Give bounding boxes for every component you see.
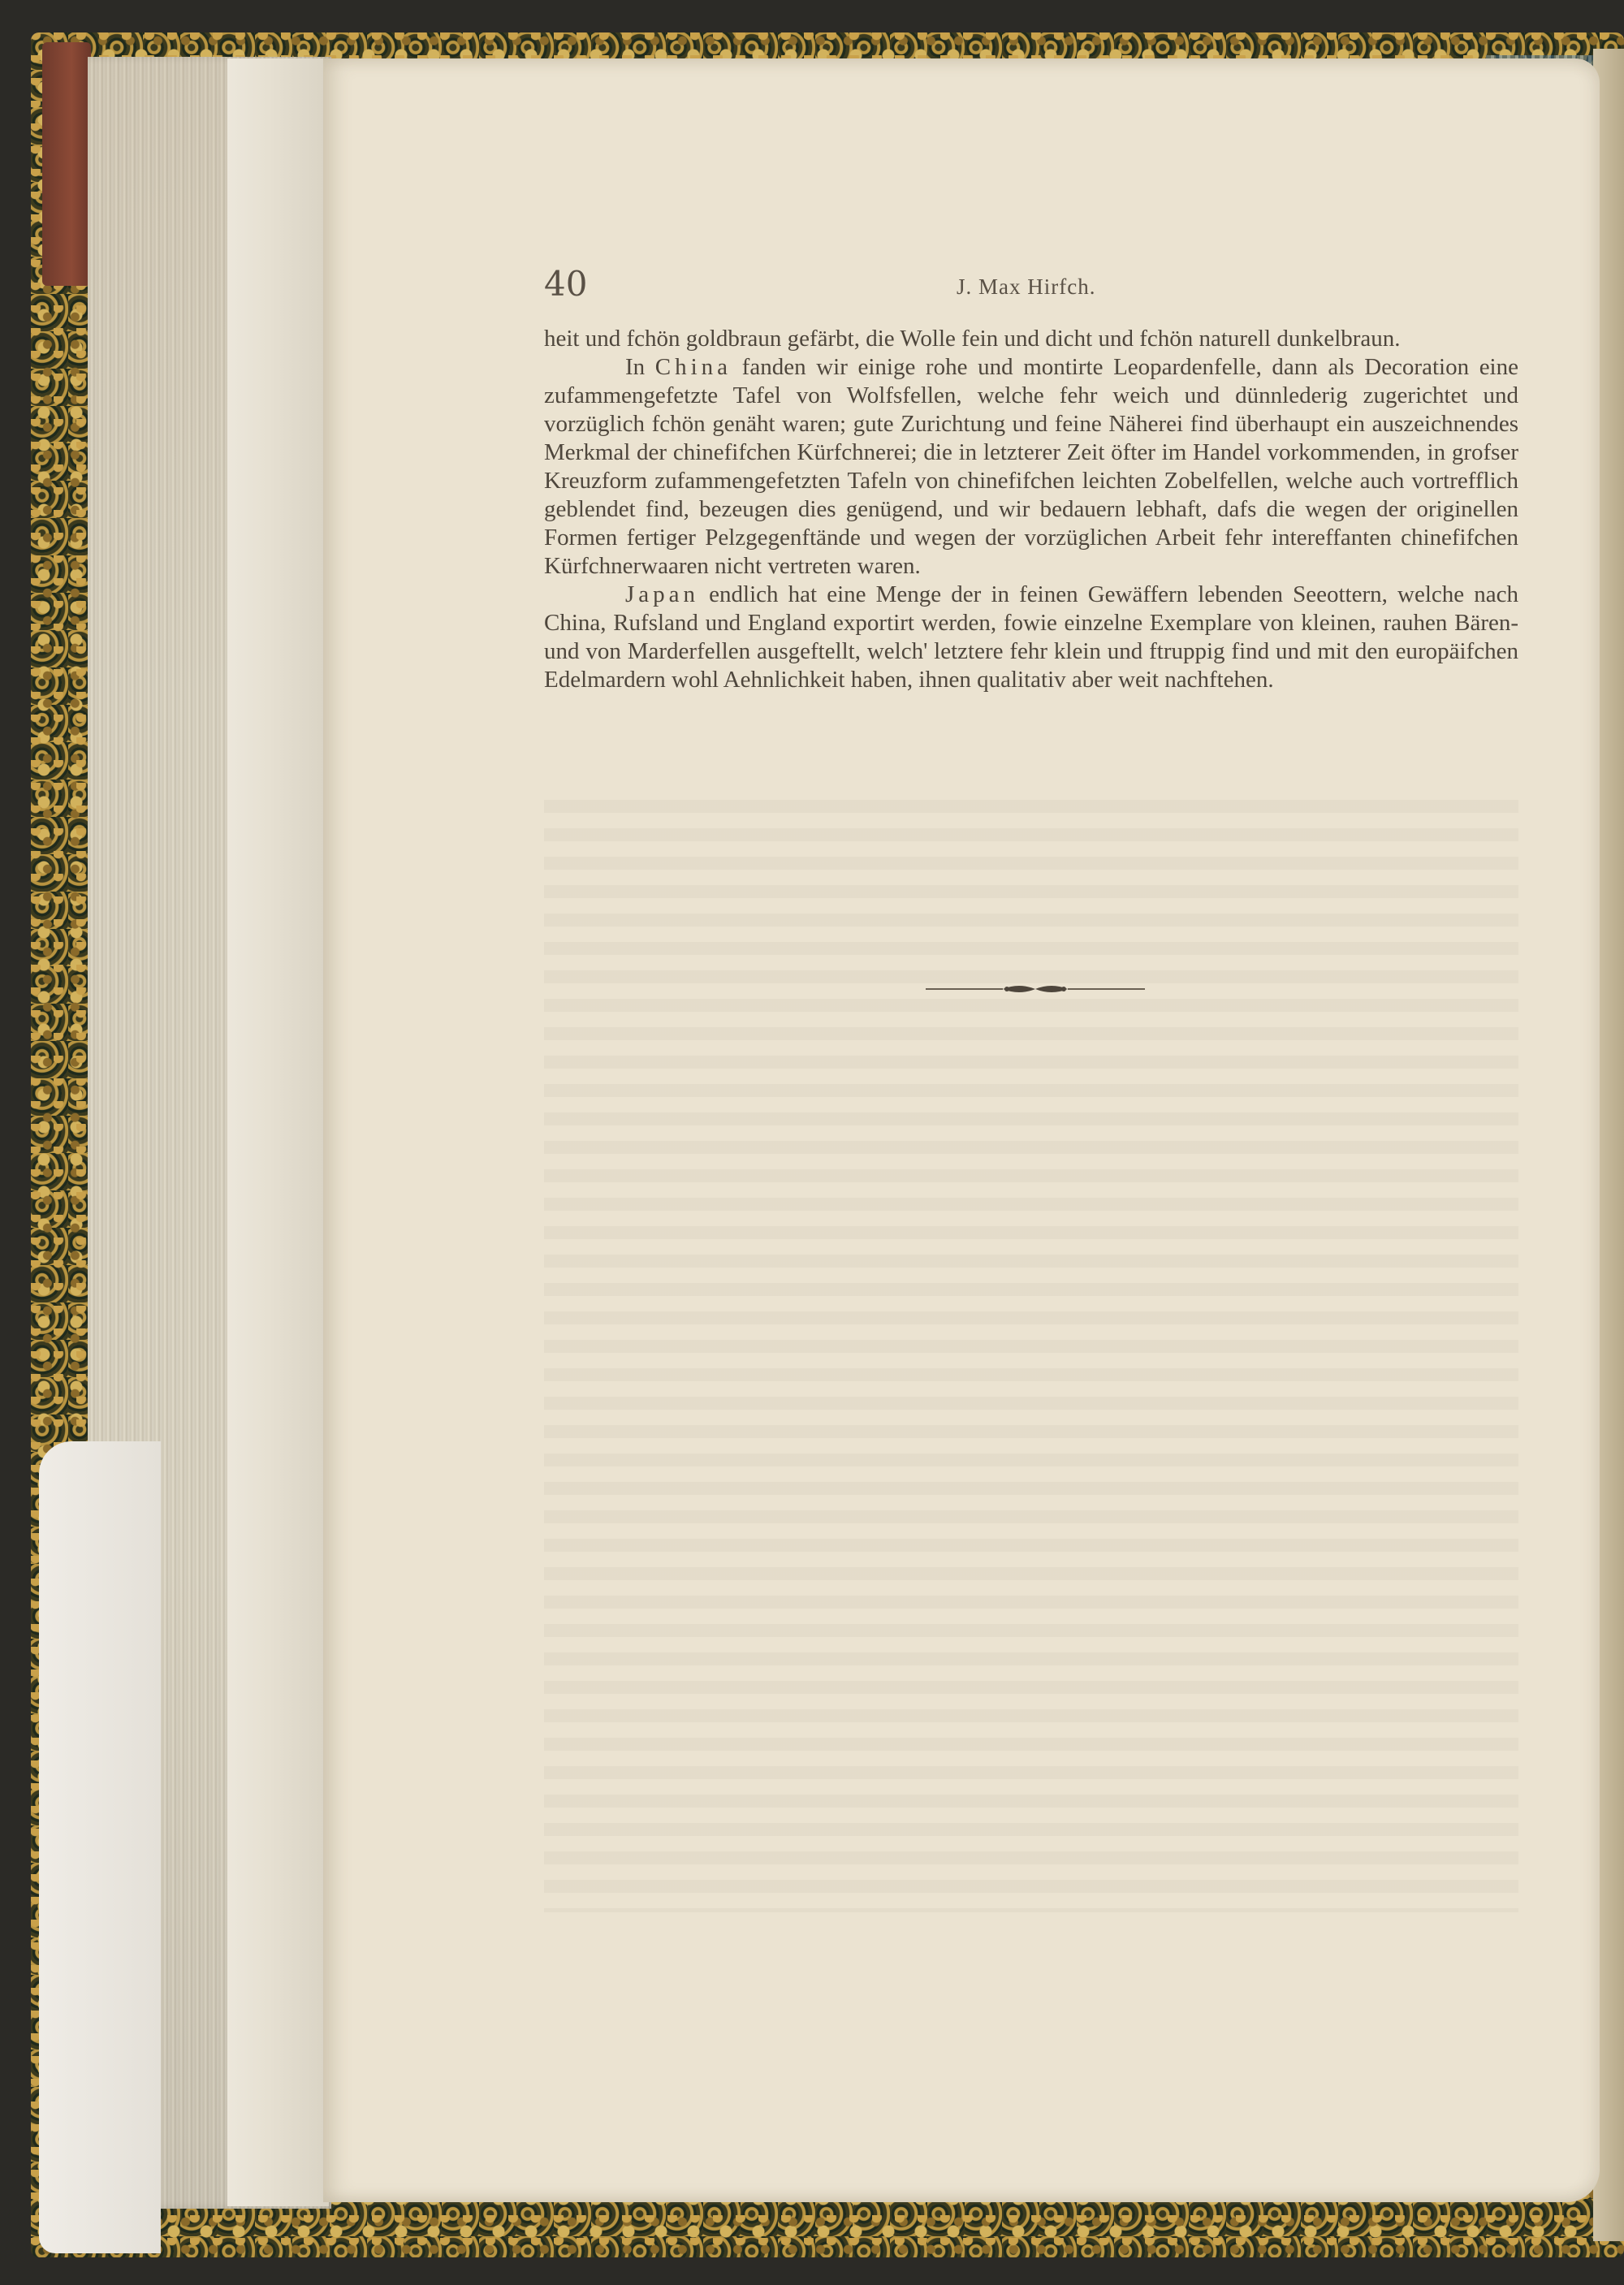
end-ornament — [926, 981, 1145, 997]
paper-slip — [39, 1441, 161, 2253]
paragraph-text: heit und fchön goldbraun gefärbt, die Wolle fein und dicht und fchön naturell dunkelbraun. — [544, 326, 1401, 352]
paragraph-text: In — [625, 354, 655, 380]
paragraph — [544, 325, 1518, 353]
red-spine-corner — [42, 42, 91, 286]
paragraph-text: endlich hat eine Menge der in feinen Gewäffern lebenden Seeottern, welche nach China, Rufsland und England exportirt werden, fowie einzelne Exemplare von kleinen, rauhen Bären- und von Marderfellen ausgeftellt, welch' letztere fehr klein und ftruppig find und mit den europäifchen Edelmardern wohl Aehnlichkeit haben, ihnen qualitativ aber weit nachftehen. — [544, 581, 1518, 693]
body-text — [544, 325, 1518, 694]
spaced-term: China — [654, 354, 732, 380]
page-number: 40 — [544, 264, 588, 304]
show-through-text — [544, 800, 1518, 1912]
running-head: J. Max Hirfch. — [957, 274, 1096, 299]
spaced-term: Japan — [625, 581, 700, 607]
paragraph-text: fanden wir einige rohe und montirte Leopardenfelle, dann als Decoration eine zufammengefetzte Tafel von Wolfsfellen, welche fehr weich und dünnlederig zugerichtet und vorzüglich fchön genäht waren; gute Zurichtung und feine Näherei find überhaupt ein auszeichnendes Merkmal der chinefifchen Kürfchnerei; die in letzterer Zeit öfter im Handel vorkommenden, in grofser Kreuzform zufammengefetzten Tafeln von chinefifchen leichten Zobelfellen, welche auch vortrefflich geblendet find, bezeugen dies genügend, und wir bedauern lebhaft, dafs die wegen der originellen Formen fertiger Pelzgegenftände und wegen der vorzüglichen Arbeit fehr intereffanten chinefifchen Kürfchnerwaaren nicht vertreten waren. — [544, 354, 1518, 579]
paragraph — [544, 581, 1518, 694]
page-gutter — [227, 58, 329, 2206]
paragraph — [544, 353, 1518, 581]
